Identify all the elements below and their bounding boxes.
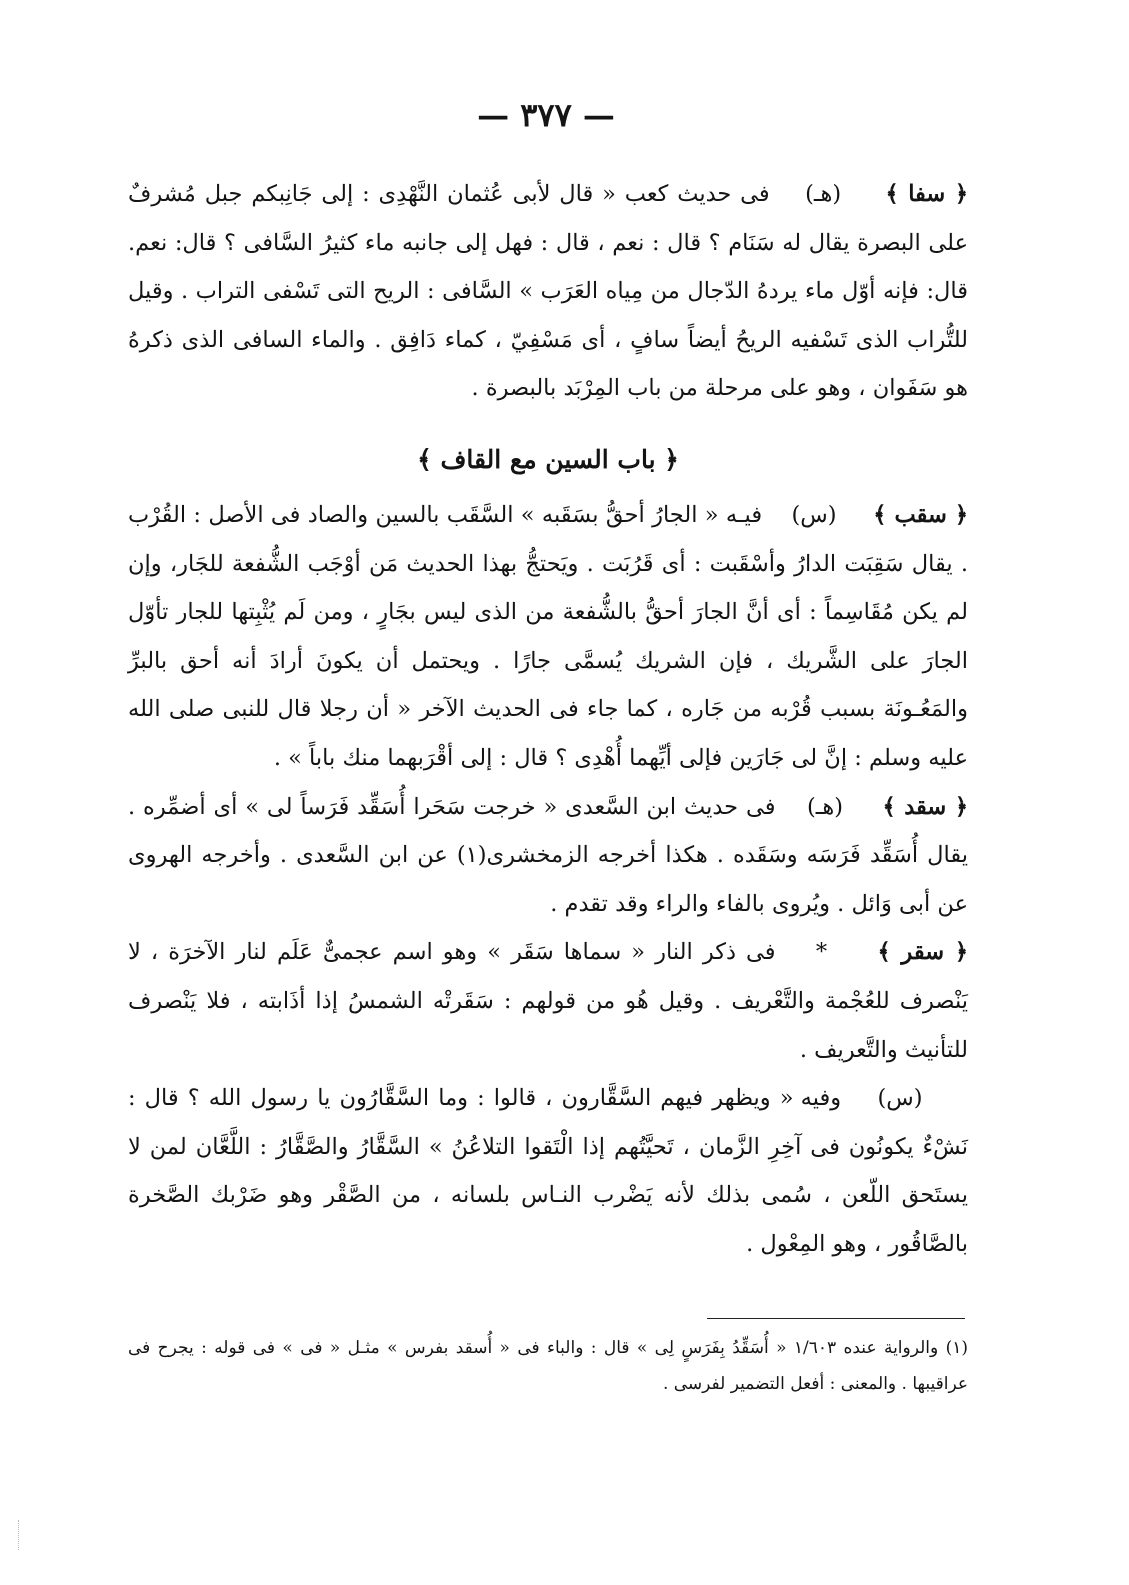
entry-saqab <box>128 491 968 783</box>
entry-term: ﴿ سقر ﴾ <box>877 939 969 966</box>
footnote-divider <box>707 1318 965 1319</box>
entry-text: فى حديث ابن السَّعدى « خرجت سَحَرا أُسَقِّد فَرَساً لى » أى أضمِّره . يقال أُسَقِّد فَرَسَه وسَقَده . هكذا أخرجه الزمخشرى(١) عن ابن السَّعدى . وأخرجه الهروى عن أبى وَائل . ويُروى بالفاء والراء وقد تقدم . <box>128 793 969 917</box>
entry-source-mark: (هـ) <box>807 793 844 820</box>
page-number: — ٣٧٧ — <box>477 96 615 134</box>
entry-saqar <box>128 928 968 1074</box>
scan-speck <box>18 1520 27 1550</box>
entry-saqqarun <box>128 1074 968 1268</box>
entry-text: فى ذكر النار « سماها سَقَر » وهو اسم عجمىٌّ عَلَم لنار الآخرَة ، لا يَنْصرف للعُجْمة والتَّعْريف . وقيل هُو من قولهم : سَقَرتْه الشمسُ إذا أذَابته ، فلا يَنْصرف للتأنيث والتَّعريف . <box>128 939 968 1063</box>
entry-term: ﴿ سقب ﴾ <box>873 501 969 528</box>
entry-source-mark: (س) <box>877 1085 923 1112</box>
entry-saqad <box>128 783 968 929</box>
entry-source-mark: * <box>815 939 828 966</box>
section-heading: ﴿ باب السين مع القاف ﴾ <box>417 444 679 474</box>
entry-text: فى حديث كعب « قال لأبى عُثمان النَّهْدِى : إلى جَانِبكم جبل مُشرفٌ على البصرة يقال له سَنَام ؟ قال : نعم ، قال : فهل إلى جانبه ماء كثيرُ السَّافى ؟ قال: نعم. قال: فإنه أوّل ماء يردهُ الدّجال من مِياه العَرَب » السَّافى : الريح التى تَسْفى التراب . وقيل للتُّراب الذى تَسْفيه الريحُ أيضاً سافٍ ، أى مَسْفِيّ ، كماء دَافِق . والماء السافى الذى ذكرهُ هو سَفَوان ، وهو على مرحلة من باب المِرْبَد بالبصرة . <box>128 181 968 402</box>
entry-term: ﴿ سفا ﴾ <box>885 181 969 207</box>
footnote: (١) والرواية عنده ١/٦٠٣ « أُسَقِّدُ بِفَرَسٍ لِى » قال : والباء فى « أُسقد بفرس » مثـل « فى » فى قوله : يجرح فى عراقيبها . والمعنى : أفعل التضمير لفرسى . <box>128 1338 969 1394</box>
entry-source-mark: (هـ) <box>805 181 842 207</box>
entry-text: وفيه « ويظهر فيهم السَّقَّارون ، قالوا : وما السَّقَّارُون يا رسول الله ؟ قال : نَشْءٌ يكونُون فى آخِرِ الزَّمان ، تَحيَّتُهم إذا الْتَقوا التلاعُنُ » السَّقَّارُ والصَّقَّارُ : اللَّعَّان لمن لا يستَحق اللّعن ، سُمى بذلك لأنه يَضْرب النـاس بلسانه ، من الصَّقْر وهو ضَرْبك الصَّخرة بالصَّاقُور ، وهو المِعْول . <box>128 1085 968 1257</box>
entry-source-mark: (س) <box>791 501 837 528</box>
footnotes <box>128 1330 968 1402</box>
body-text <box>128 170 968 1268</box>
entry-text: فيـه « الجارُ أحقُّ بسَقَبه » السَّقَب بالسين والصاد فى الأصل : القُرْب . يقال سَقِبَت الدارُ وأسْقَبت : أى قَرُبَت . ويَحتجُّ بهذا الحديث مَن أوْجَب الشُّفعة للجَار، وإن لم يكن مُقَاسِماً : أى أنَّ الجارَ أحقُّ بالشُّفعة من الذى ليس بجَارٍ ، ومن لَم يُثْبِتها للجار تأوّل الجارَ على الشَّريك ، فإن الشريك يُسمَّى جارًا . ويحتمل أن يكونَ أرادَ أنه أحق بالبرِّ والمَعُـونَة بسبب قُرْبه من جَاره ، كما جاء فى الحديث الآخر « أن رجلا قال للنبى صلى الله عليه وسلم : إنَّ لى جَارَين فإلى أيِّهما أُهْدِى ؟ قال : إلى أقْرَبهما منك باباً » . <box>128 501 968 771</box>
entry-term: ﴿ سقد ﴾ <box>882 793 968 820</box>
entry-safa <box>128 170 968 413</box>
